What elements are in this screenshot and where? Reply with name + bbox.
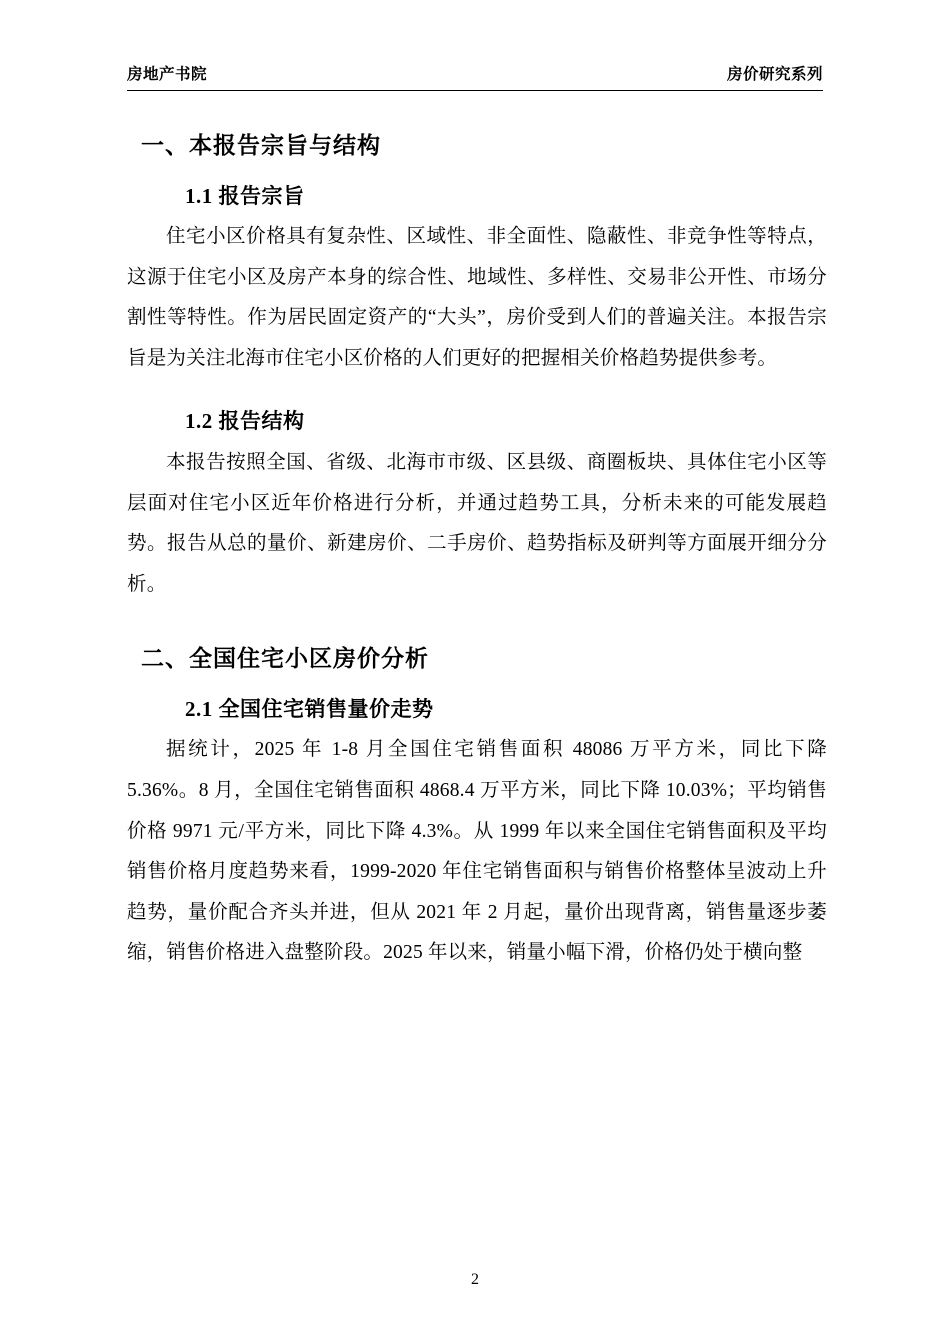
paragraph-1-1: 住宅小区价格具有复杂性、区域性、非全面性、隐蔽性、非竞争性等特点，这源于住宅小区及房产本身的综合性、地域性、多样性、交易非公开性、市场分割性等特性。作为居民固定资产的“大头”，房价受到人们的普遍关注。本报告宗旨是为关注北海市住宅小区价格的人们更好的把握相关价格趋势提供参考。 (127, 226, 827, 369)
subsection-heading-1-2: 1.2 报告结构 (185, 409, 305, 434)
paragraph-2-1: 据统计，2025 年 1-8 月全国住宅销售面积 48086 万平方米，同比下降 5.36%。8 月，全国住宅销售面积 4868.4 万平方米，同比下降 10.03%；平均销售价格 9971 元/平方米，同比下降 4.3%。从 1999 年以来全国住宅销售面积及平均销售价格月度趋势来看，1999-2020 年住宅销售面积与销售价格整体呈波动上升趋势，量价配合齐头并进，但从 2021 年 2 月起，量价出现背离，销售量逐步萎缩，销售价格进入盘整阶段。2025 年以来，销量小幅下滑，价格仍处于横向整 (127, 739, 827, 964)
spacer (127, 383, 827, 389)
section-heading-2: 二、全国住宅小区房价分析 (141, 646, 429, 672)
subsection-heading-2-1: 2.1 全国住宅销售量价走势 (185, 696, 434, 721)
section-heading-1: 一、本报告宗旨与结构 (141, 133, 381, 158)
paragraph-1-2: 本报告按照全国、省级、北海市市级、区县级、商圈板块、具体住宅小区等层面对住宅小区近年价格进行分析，并通过趋势工具，分析未来的可能发展趋势。报告从总的量价、新建房价、二手房价、趋势指标及研判等方面展开细分分析。 (127, 452, 827, 595)
spacer (127, 609, 827, 623)
page-header (127, 62, 823, 91)
header-right-text: 房价研究系列 (726, 66, 823, 83)
header-left-text: 房地产书院 (127, 66, 208, 83)
page-number: 2 (471, 1271, 479, 1288)
page-content (127, 110, 827, 978)
subsection-heading-1-1: 1.1 报告宗旨 (185, 183, 305, 208)
